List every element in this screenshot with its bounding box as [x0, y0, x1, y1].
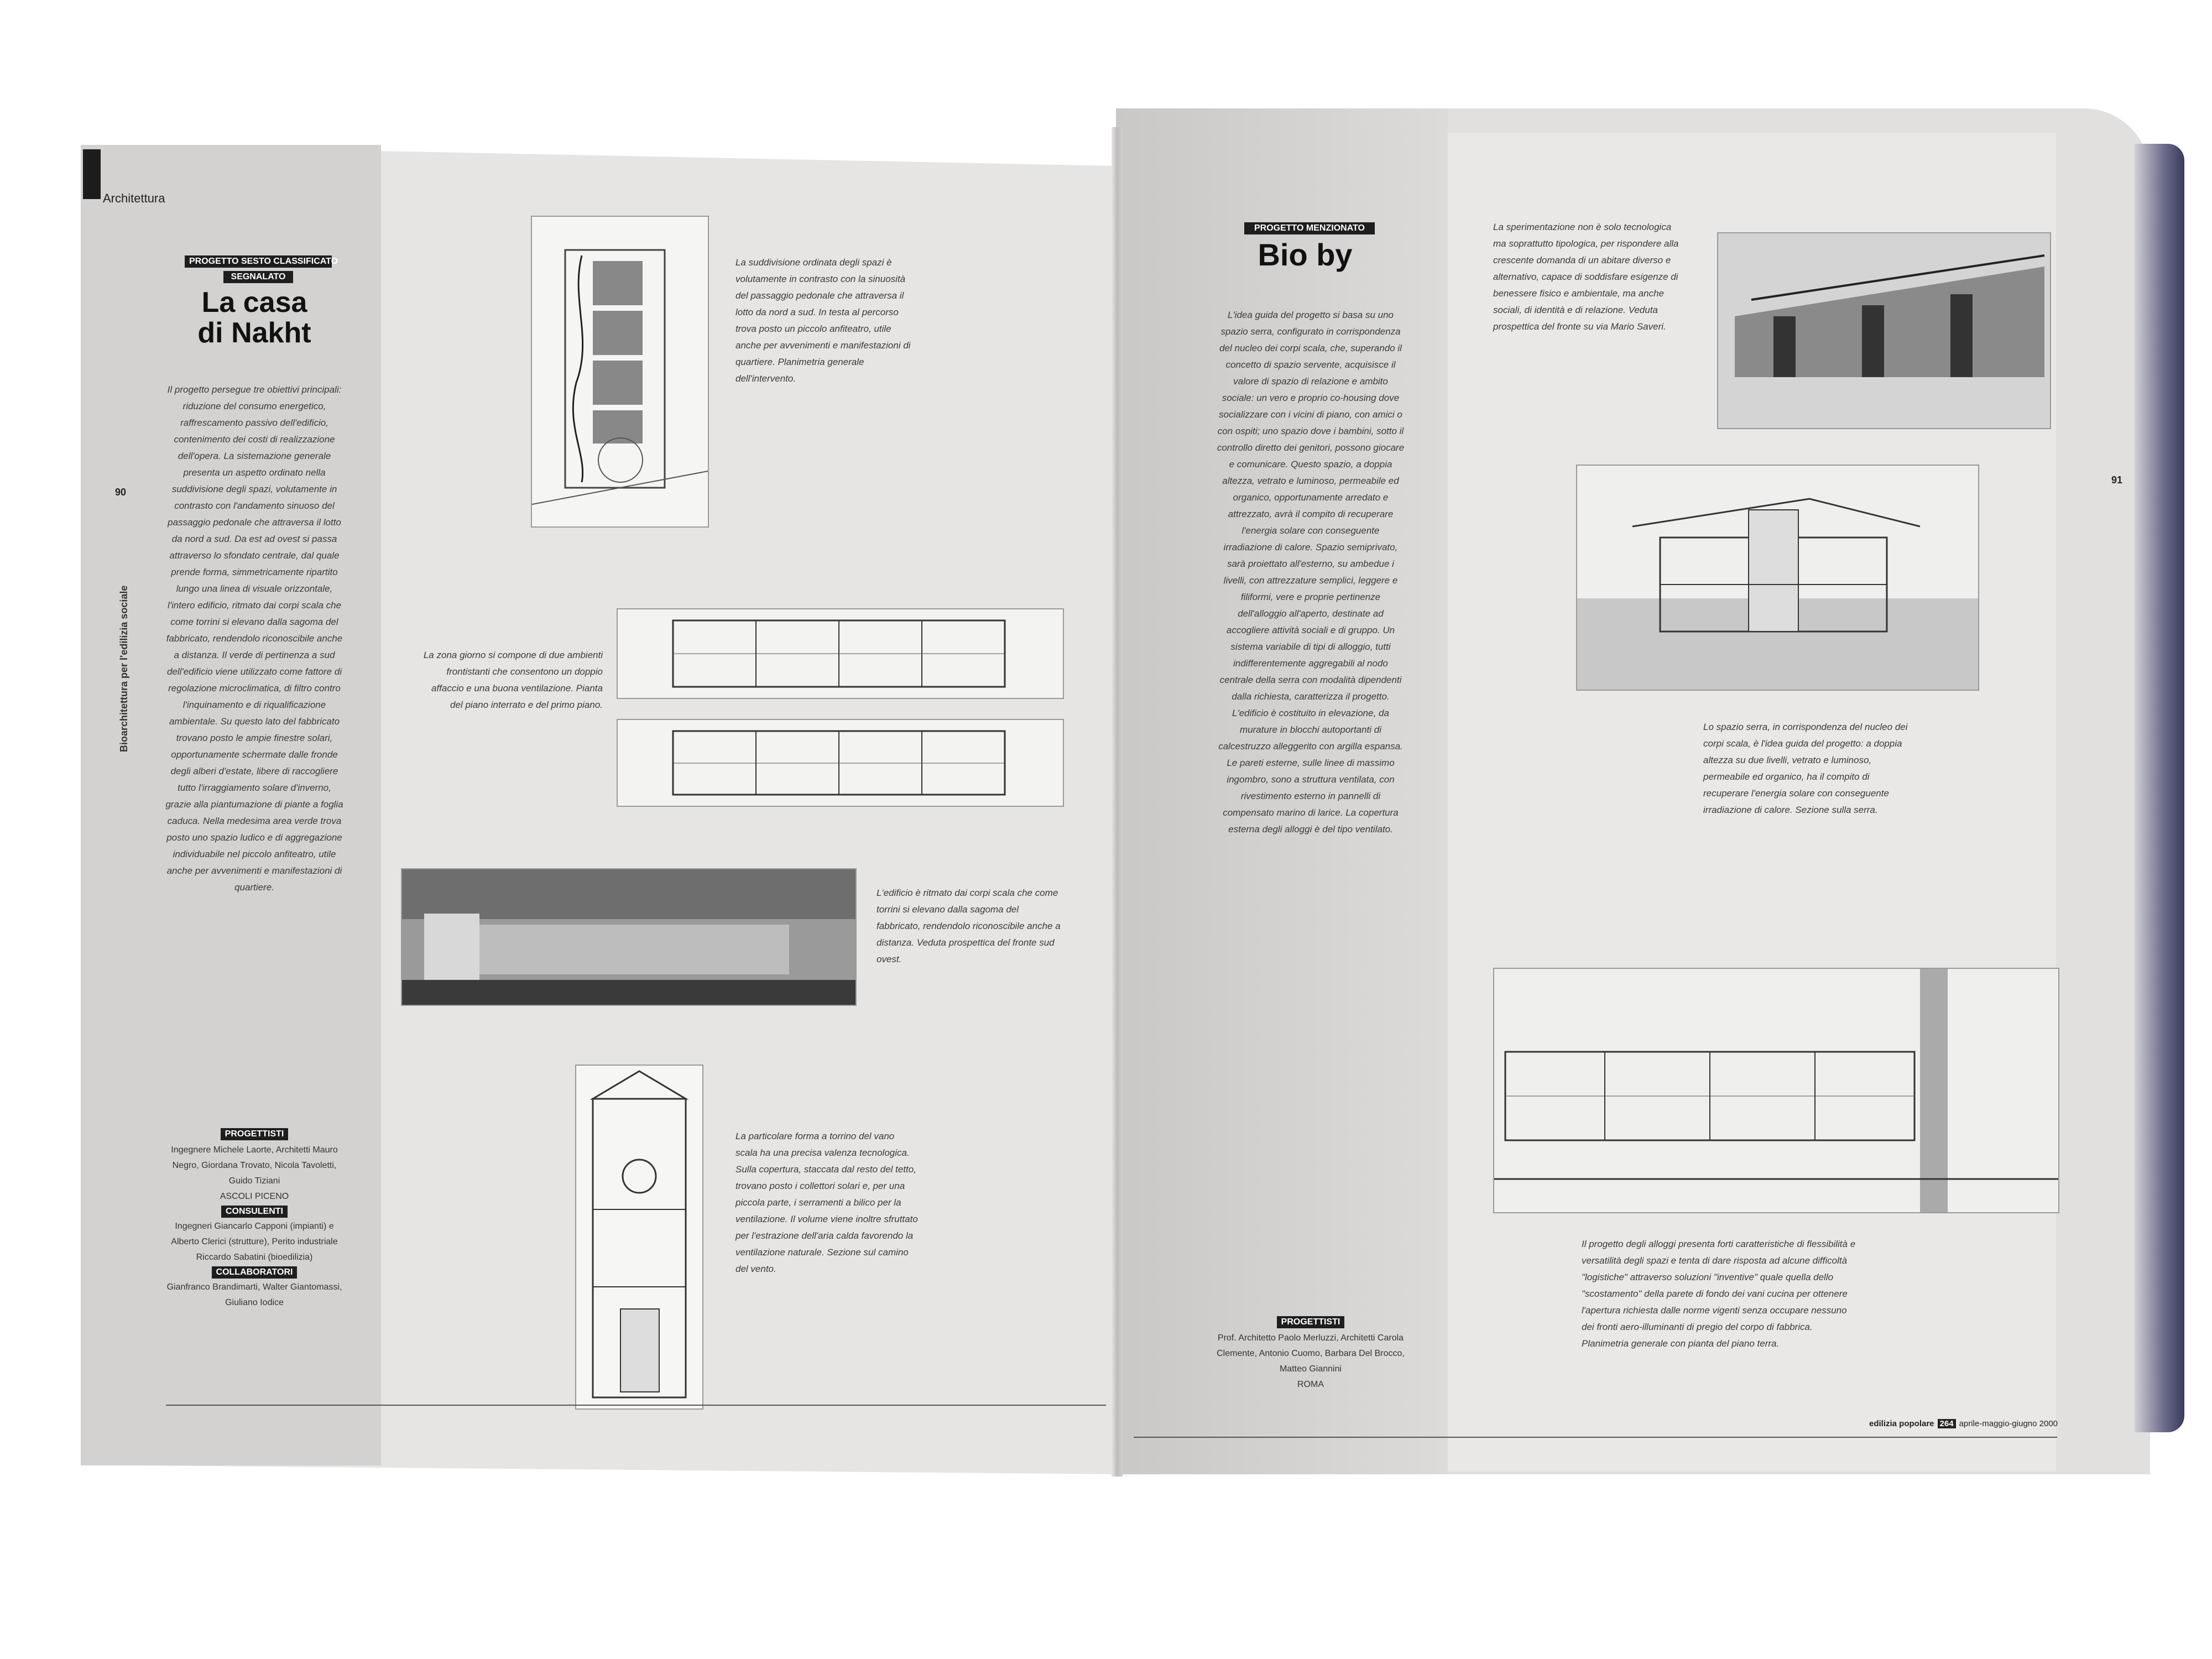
footer-rule-left [166, 1405, 1106, 1406]
caption-site-plan: La suddivisione ordinata degli spazi è volutamente in contrasto con la sinuosità del passaggio pedonale che attraversa il lotto da nord a sud. In testa al percorso trova posto un piccolo anfiteatro, utile anche per avvenimenti e manifestazioni di quartiere. Planimetria generale dell'intervento. [735, 257, 911, 384]
left-title [166, 288, 343, 348]
site-plan-drawing [532, 217, 708, 526]
left-credits [166, 1128, 343, 1311]
left-site-plan-image [531, 216, 709, 528]
left-section-drawing [575, 1065, 703, 1410]
left-floor-plan-2 [617, 719, 1064, 807]
floor-plan-drawing-2 [618, 720, 1063, 806]
section-corner-mark [83, 149, 101, 199]
right-title: Bio by [1258, 237, 1353, 272]
caption-floor-plans: La zona giorno si compone di due ambienti frontistanti che consentono un doppio affaccio e una buona ventilazione. Pianta del piano interrato e del primo piano. [423, 650, 603, 710]
perspective-render-drawing [402, 869, 855, 1005]
section-tower-drawing [576, 1066, 702, 1408]
city-right: ROMA [1297, 1380, 1324, 1389]
progettisti-label-right: PROGETTISTI [1277, 1316, 1345, 1328]
collaboratori-label: COLLABORATORI [212, 1266, 298, 1279]
right-site-plan-image [1493, 968, 2059, 1213]
footer-date: aprile-maggio-giugno 2000 [1959, 1419, 2058, 1428]
collaboratori: Gianfranco Brandimarti, Walter Giantomassi, Giuliano Iodice [166, 1282, 342, 1307]
right-perspective-drawing [1718, 233, 2050, 428]
page-number-left: 90 [115, 487, 127, 498]
label-ranking: PROGETTO SESTO CLASSIFICATO [185, 255, 332, 268]
footer-magazine: edilizia popolare [1869, 1419, 1934, 1428]
section-header: Architettura [103, 191, 165, 205]
serra-section-drawing [1577, 466, 1978, 690]
caption-section-right: Lo spazio serra, in corrispondenza del nucleo dei corpi scala, è l'idea guida del progetto: a doppia altezza su due livelli, vetrato e luminoso, permeabile ed organico, ha il compito di recuperare l'energia solare con conseguente irradiazione di calore. Sezione sulla serra. [1703, 722, 1908, 815]
floor-plan-drawing-1 [618, 609, 1063, 698]
right-body-text: L'idea guida del progetto si basa su uno spazio serra, configurato in corrispondenza del nucleo dei corpi scala, che, superando il concetto di spazio servente, acquisisce il valore di spazio di relazione e ambito sociale: un vero e proprio co-housing dove socializzare con i vicini di piano, con amici o con ospiti; uno spazio dove i bambini, sotto il controllo diretto dei genitori, possono giocare e comunicare. Questo spazio, a doppia altezza, vetrato e luminoso, permeabile ed organico, opportunamente arredato e attrezzato, avrà il compito di recuperare l'energia solare con conseguente irradiazione di calore. Spazio semiprivato, sarà proiettato all'esterno, su ambedue i livelli, con attrezzature semplici, leggere e filiformi, vere e proprie pertinenze dell'alloggio all'aperto, destinate ad accogliere attività sociali e di gruppo. Un sistema variabile di tipi di alloggio, tutti indifferentemente aggregabili al nodo centrale della serra con modalità dipendenti dalla richiesta, caratterizza il progetto. L'edificio è costituito in elevazione, da murature in blocchi autoportanti di calcestruzzo alleggerito con argilla espansa. Le pareti esterne, sulle linee di massimo ingombro, sono a struttura ventilata, con rivestimento esterno in pannelli di compensato marino di larice. La copertura esterna degli alloggi è del tipo ventilato. [1217, 310, 1405, 834]
caption-site-plan-right: Il progetto degli alloggi presenta forti caratteristiche di flessibilità e versatilità degli spazi e tenta di dare risposta ad alcune difficoltà "logistiche" attraverso soluzioni "inventive" quale quella dello "scostamento" della parete di fondo dei vani cucina per ottenere l'apertura richiesta dalle norme vigenti senza occupare nessuno dei fronti aero-illuminanti di pregio del corpo di fabbrica. Planimetria generale con pianta del piano terra. [1582, 1239, 1856, 1349]
right-site-plan-drawing [1494, 969, 2058, 1212]
caption-section-left: La particolare forma a torrino del vano scala ha una precisa valenza tecnologica. Sulla copertura, staccata dal resto del tetto, trovano posto i collettori solari e, per una piccola parte, i serramenti a bilico per la ventilazione. Il volume viene inoltre sfruttato per l'estrazione dell'aria calda favorendo la ventilazione naturale. Sezione sul camino del vento. [735, 1131, 918, 1274]
right-credits [1217, 1316, 1405, 1392]
footer-issue: 264 [1938, 1419, 1956, 1428]
footer-rule-right [1134, 1437, 2057, 1438]
caption-perspective-right: La sperimentazione non è solo tecnologica ma soprattutto tipologica, per rispondere alla crescente domanda di un abitare diverso e alternativo, capace di soddisfare esigenze di benessere fisico e ambientale, ma anche sociali, di identità e di relazione. Veduta prospettica del fronte su via Mario Saveri. [1493, 222, 1679, 332]
progettisti-left: Ingegnere Michele Laorte, Architetti Mauro Negro, Giordana Trovato, Nicola Tavoletti, Guido Tiziani [171, 1145, 338, 1186]
footer [1869, 1419, 2058, 1428]
left-title-line-2: di Nakht [197, 316, 311, 349]
consulenti-label: CONSULENTI [221, 1206, 288, 1218]
progettisti-right: Prof. Architetto Paolo Merluzzi, Architetti Carola Clemente, Antonio Cuomo, Barbara Del Brocco, Matteo Giannini [1217, 1333, 1405, 1374]
right-section-drawing [1576, 465, 1979, 691]
progettisti-label-left: PROGETTISTI [221, 1128, 289, 1140]
consulenti: Ingegneri Giancarlo Capponi (impianti) e Alberto Clerici (strutture), Perito industriale Riccardo Sabatini (bioedilizia) [171, 1222, 338, 1262]
label-segnalato: SEGNALATO [223, 271, 293, 283]
vertical-running-title: Bioarchitettura per l'edilizia sociale [118, 585, 129, 752]
caption-perspective-left: L'edificio è ritmato dai corpi scala che come torrini si elevano dalla sagoma del fabbricato, rendendolo riconoscibile anche a distanza. Veduta prospettica del fronte sud ovest. [877, 888, 1061, 964]
left-perspective-render [401, 868, 857, 1006]
left-body-text: Il progetto persegue tre obiettivi principali: riduzione del consumo energetico, raffrescamento passivo dell'edificio, contenimento dei costi di realizzazione dell'opera. La sistemazione generale presenta un aspetto ordinato nella suddivisione degli spazi, volutamente in contrasto con l'andamento sinuoso del passaggio pedonale che attraversa il lotto da nord a sud. Da est ad ovest si passa attraverso lo sfondato centrale, dal quale prende forma, simmetricamente ripartito lungo una linea di visuale orizzontale, l'intero edificio, ritmato dai corpi scala che come torrini si elevano dalla sagoma del fabbricato, rendendolo riconoscibile anche a distanza. Il verde di pertinenza a sud dell'edificio viene utilizzato come fattore di regolazione microclimatica, di filtro contro l'inquinamento e di riqualificazione ambientale. Su questo lato del fabbricato trovano posto le ampie finestre solari, opportunamente schermate dalle fronde degli alberi d'estate, libere di raccogliere tutto l'irraggiamento solare d'inverno, grazie alla piantumazione di piante a foglia caduca. Nella medesima area verde trova posto uno spazio ludico e di aggregazione individuabile nel piccolo anfiteatro, utile anche per avvenimenti e manifestazioni di quartiere. [165, 384, 343, 893]
label-menzionato: PROGETTO MENZIONATO [1244, 222, 1375, 234]
page-number-right: 91 [2111, 474, 2123, 486]
left-title-line-1: La casa [201, 286, 307, 319]
city-left: ASCOLI PICENO [220, 1192, 289, 1201]
left-floor-plan-1 [617, 608, 1064, 699]
page-edges [2135, 144, 2184, 1432]
right-perspective-render [1717, 232, 2051, 429]
book-gutter [1112, 127, 1123, 1477]
